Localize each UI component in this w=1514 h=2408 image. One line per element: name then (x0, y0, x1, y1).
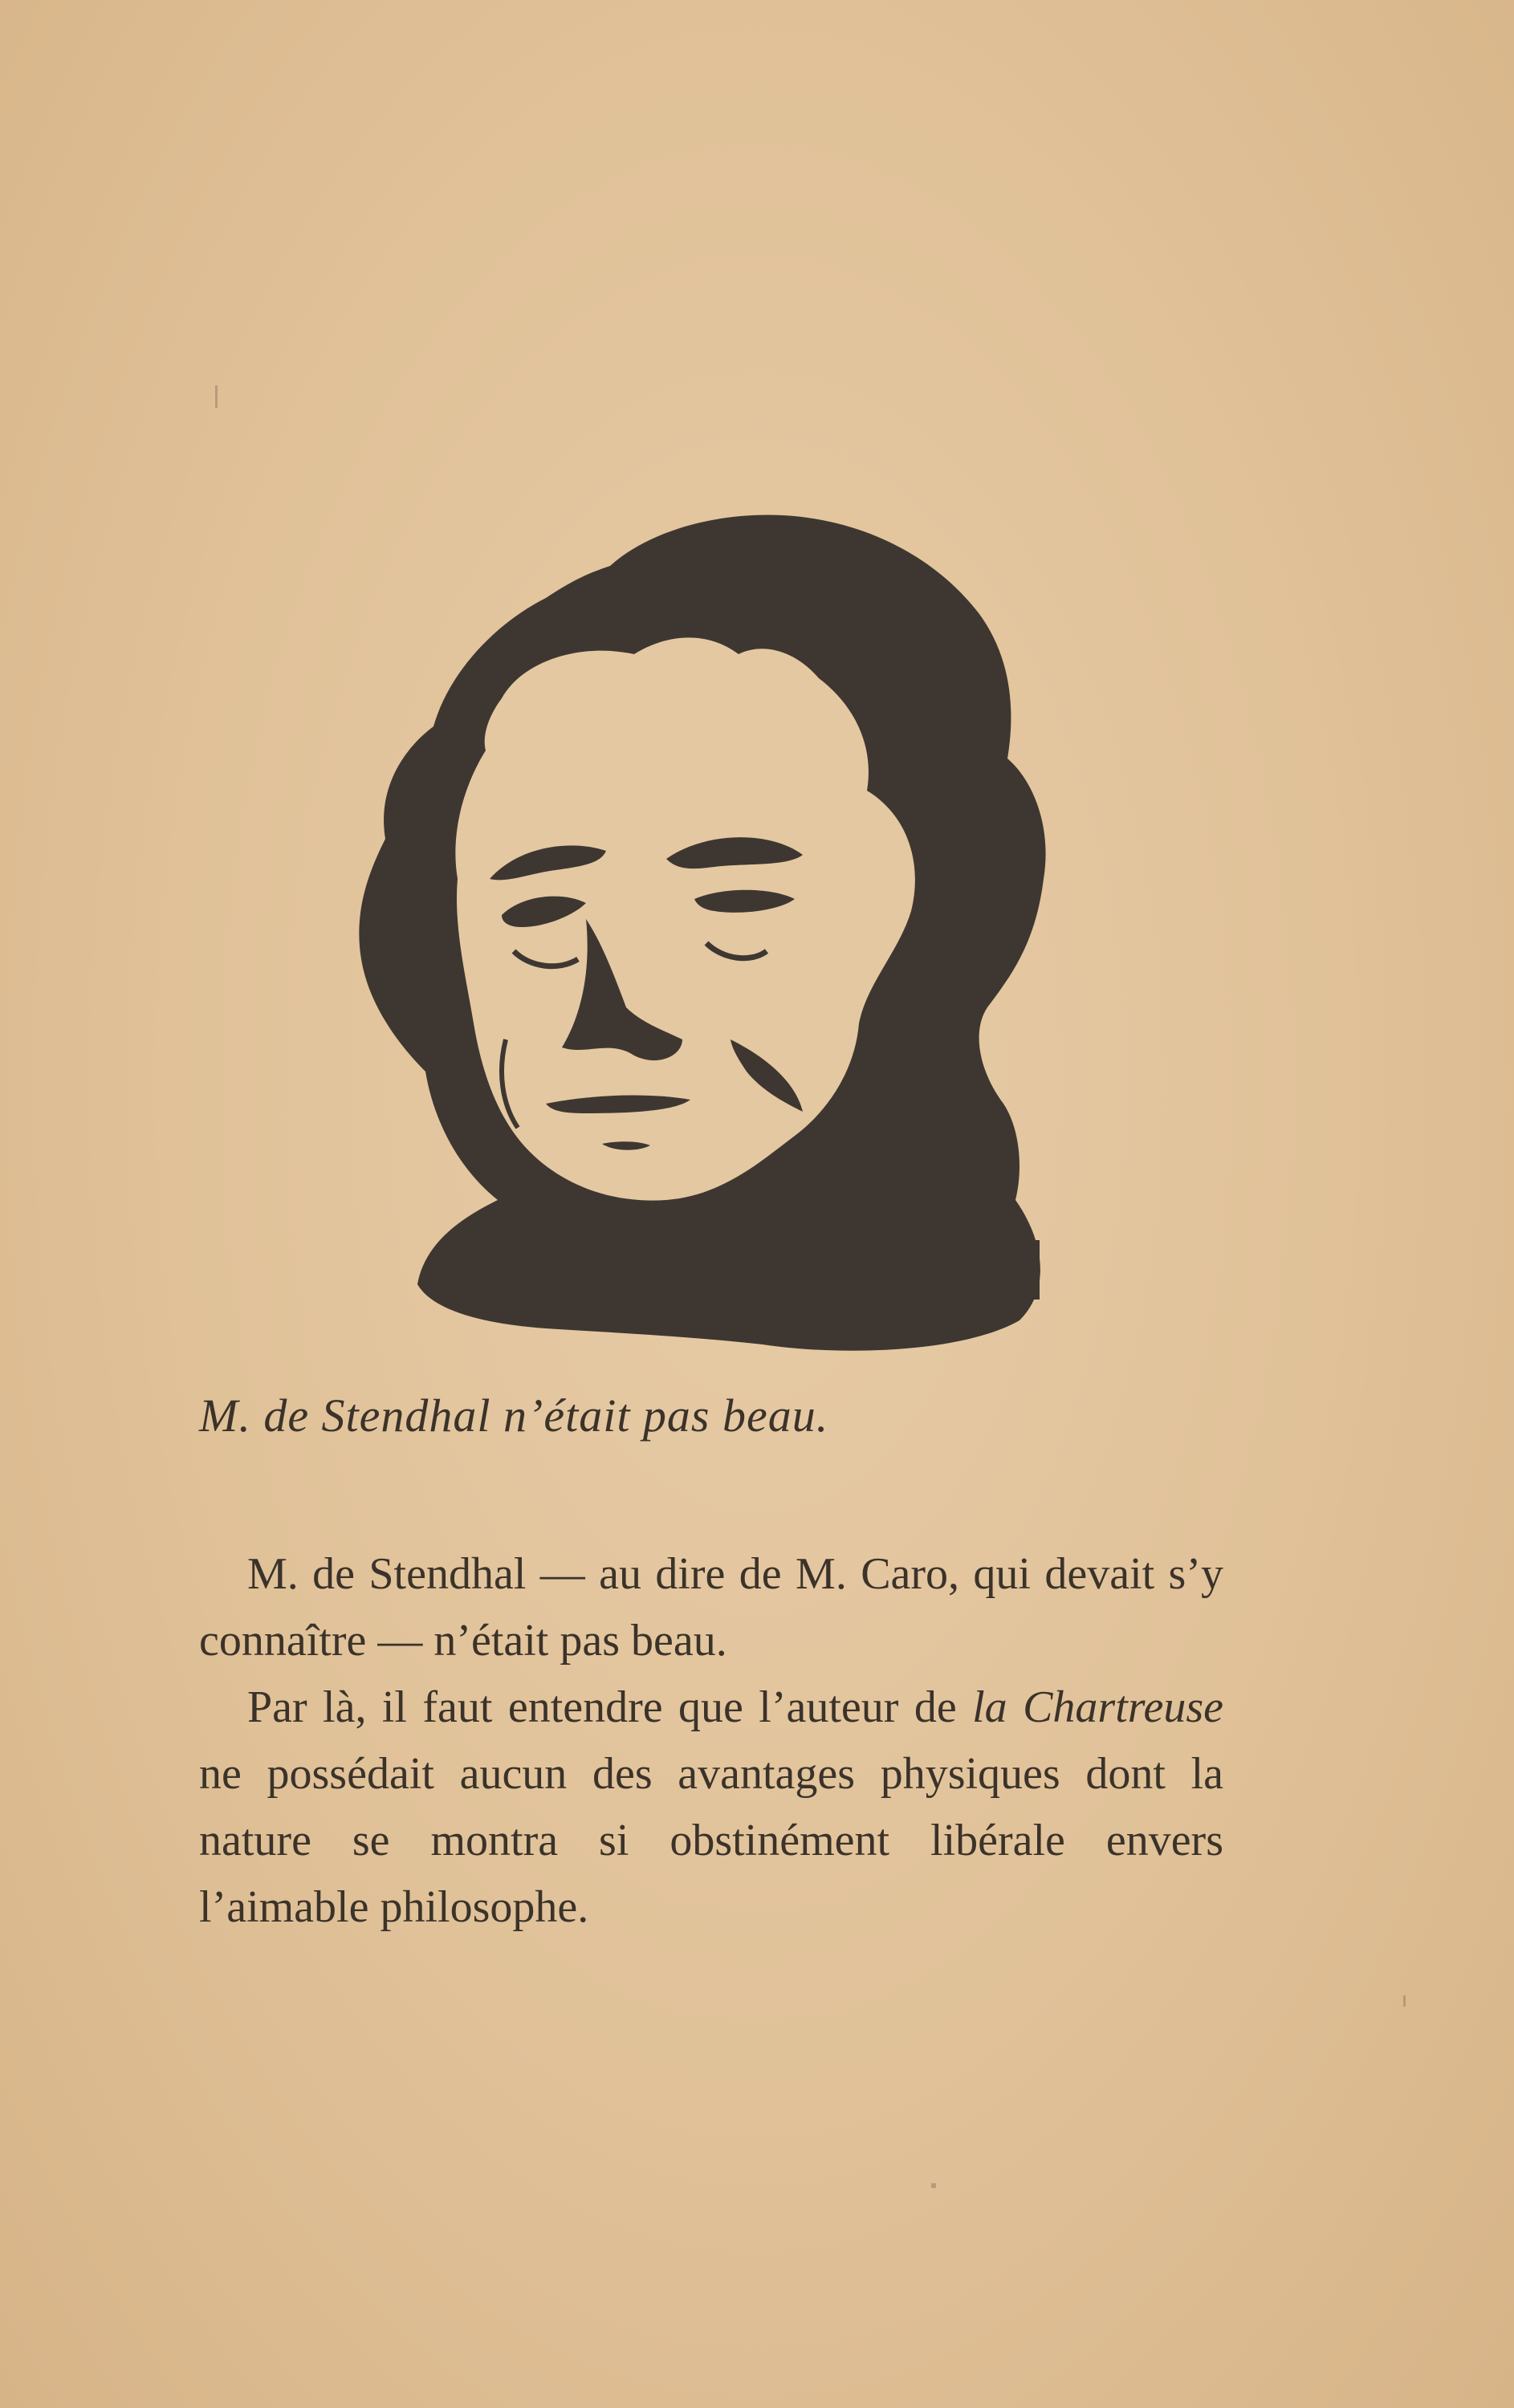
paragraph-1: M. de Stendhal — au dire de M. Caro, qui devait s’y connaître — n’était pas beau. (199, 1549, 1223, 1666)
book-title: la Chartreuse (972, 1682, 1223, 1732)
paragraph-2 (199, 1674, 1223, 1941)
paper-speck (931, 2183, 936, 2188)
body-text (199, 1541, 1223, 1941)
paper-speck (1403, 1995, 1406, 2007)
monogram-text: FV (970, 1249, 1024, 1296)
figure-caption: M. de Stendhal n’était pas beau. (199, 1389, 829, 1442)
paragraph-2-end: ne possédait aucun des avantages physiques dont la nature se montra si obstinément libérale envers l’aimable philosophe. (199, 1749, 1223, 1932)
portrait-illustration (345, 494, 1060, 1369)
paragraph-2-start: Par là, il faut entendre que l’auteur de (247, 1682, 973, 1732)
woodcut-portrait (345, 494, 1060, 1369)
paper-speck (215, 385, 218, 408)
